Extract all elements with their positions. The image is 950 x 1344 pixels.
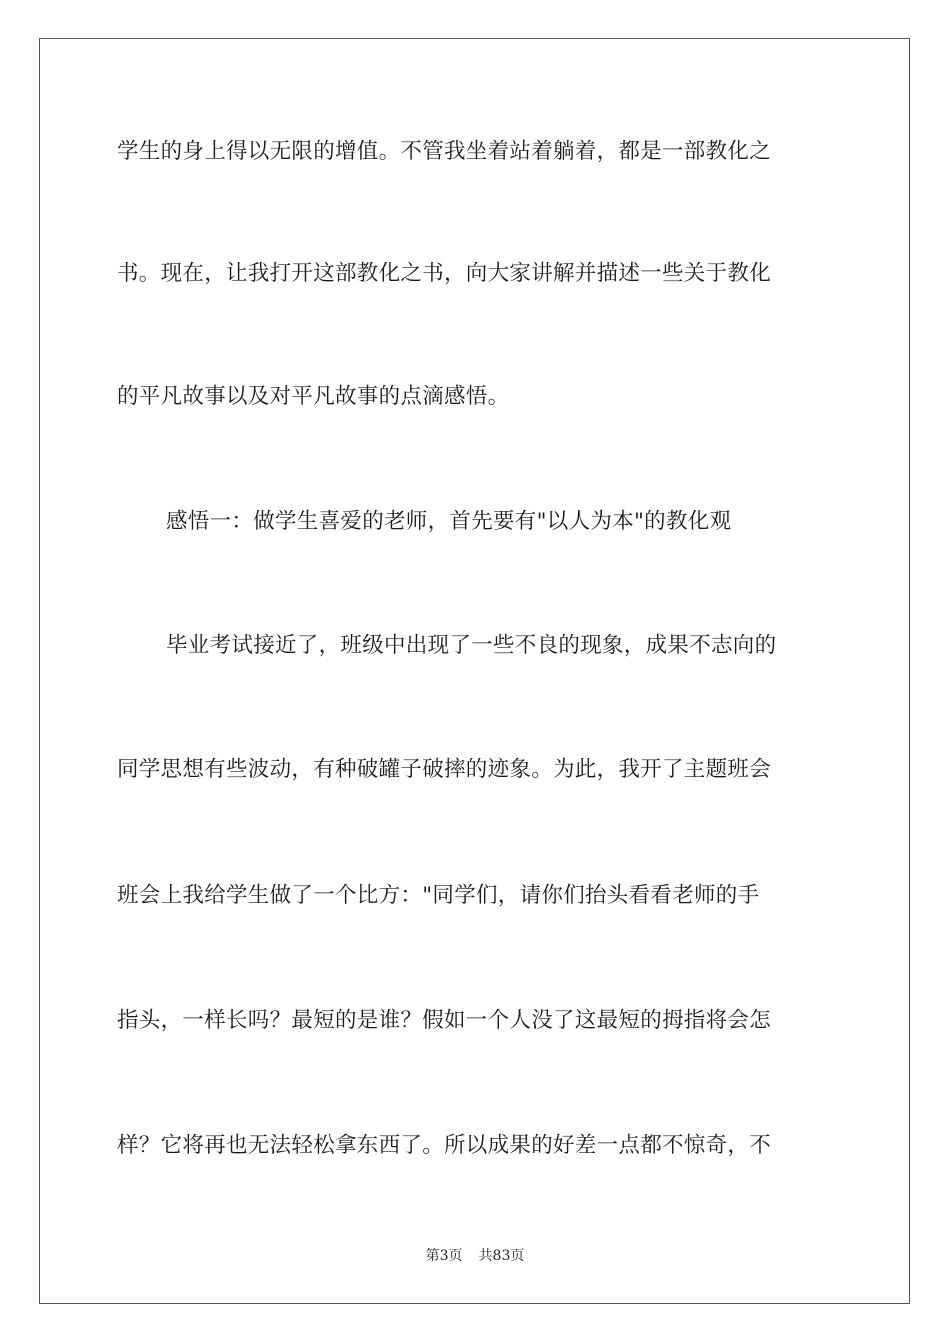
paragraph-line: 班会上我给学生做了一个比方："同学们，请你们抬头看看老师的手 <box>117 883 760 908</box>
paragraph-line: 样？它将再也无法轻松拿东西了。所以成果的好差一点都不惊奇，不 <box>117 1133 772 1158</box>
paragraph-line: 同学思想有些波动，有种破罐子破摔的迹象。为此，我开了主题班会 <box>117 757 772 782</box>
page-total: 共83页 <box>478 1248 525 1264</box>
paragraph-line: 书。现在，让我打开这部教化之书，向大家讲解并描述一些关于教化 <box>117 261 772 286</box>
page-frame <box>39 38 910 1304</box>
page-footer <box>0 1246 950 1266</box>
paragraph-line: 的平凡故事以及对平凡故事的点滴感悟。 <box>117 384 510 409</box>
paragraph-line: 指头，一样长吗？最短的是谁？假如一个人没了这最短的拇指将会怎 <box>117 1008 772 1033</box>
page-number: 第3页 <box>425 1248 463 1264</box>
paragraph-line: 毕业考试接近了，班级中出现了一些不良的现象，成果不志向的 <box>166 633 777 658</box>
section-heading: 感悟一：做学生喜爱的老师，首先要有"以人为本"的教化观 <box>166 509 732 534</box>
paragraph-line: 学生的身上得以无限的增值。不管我坐着站着躺着，都是一部教化之 <box>117 139 772 164</box>
